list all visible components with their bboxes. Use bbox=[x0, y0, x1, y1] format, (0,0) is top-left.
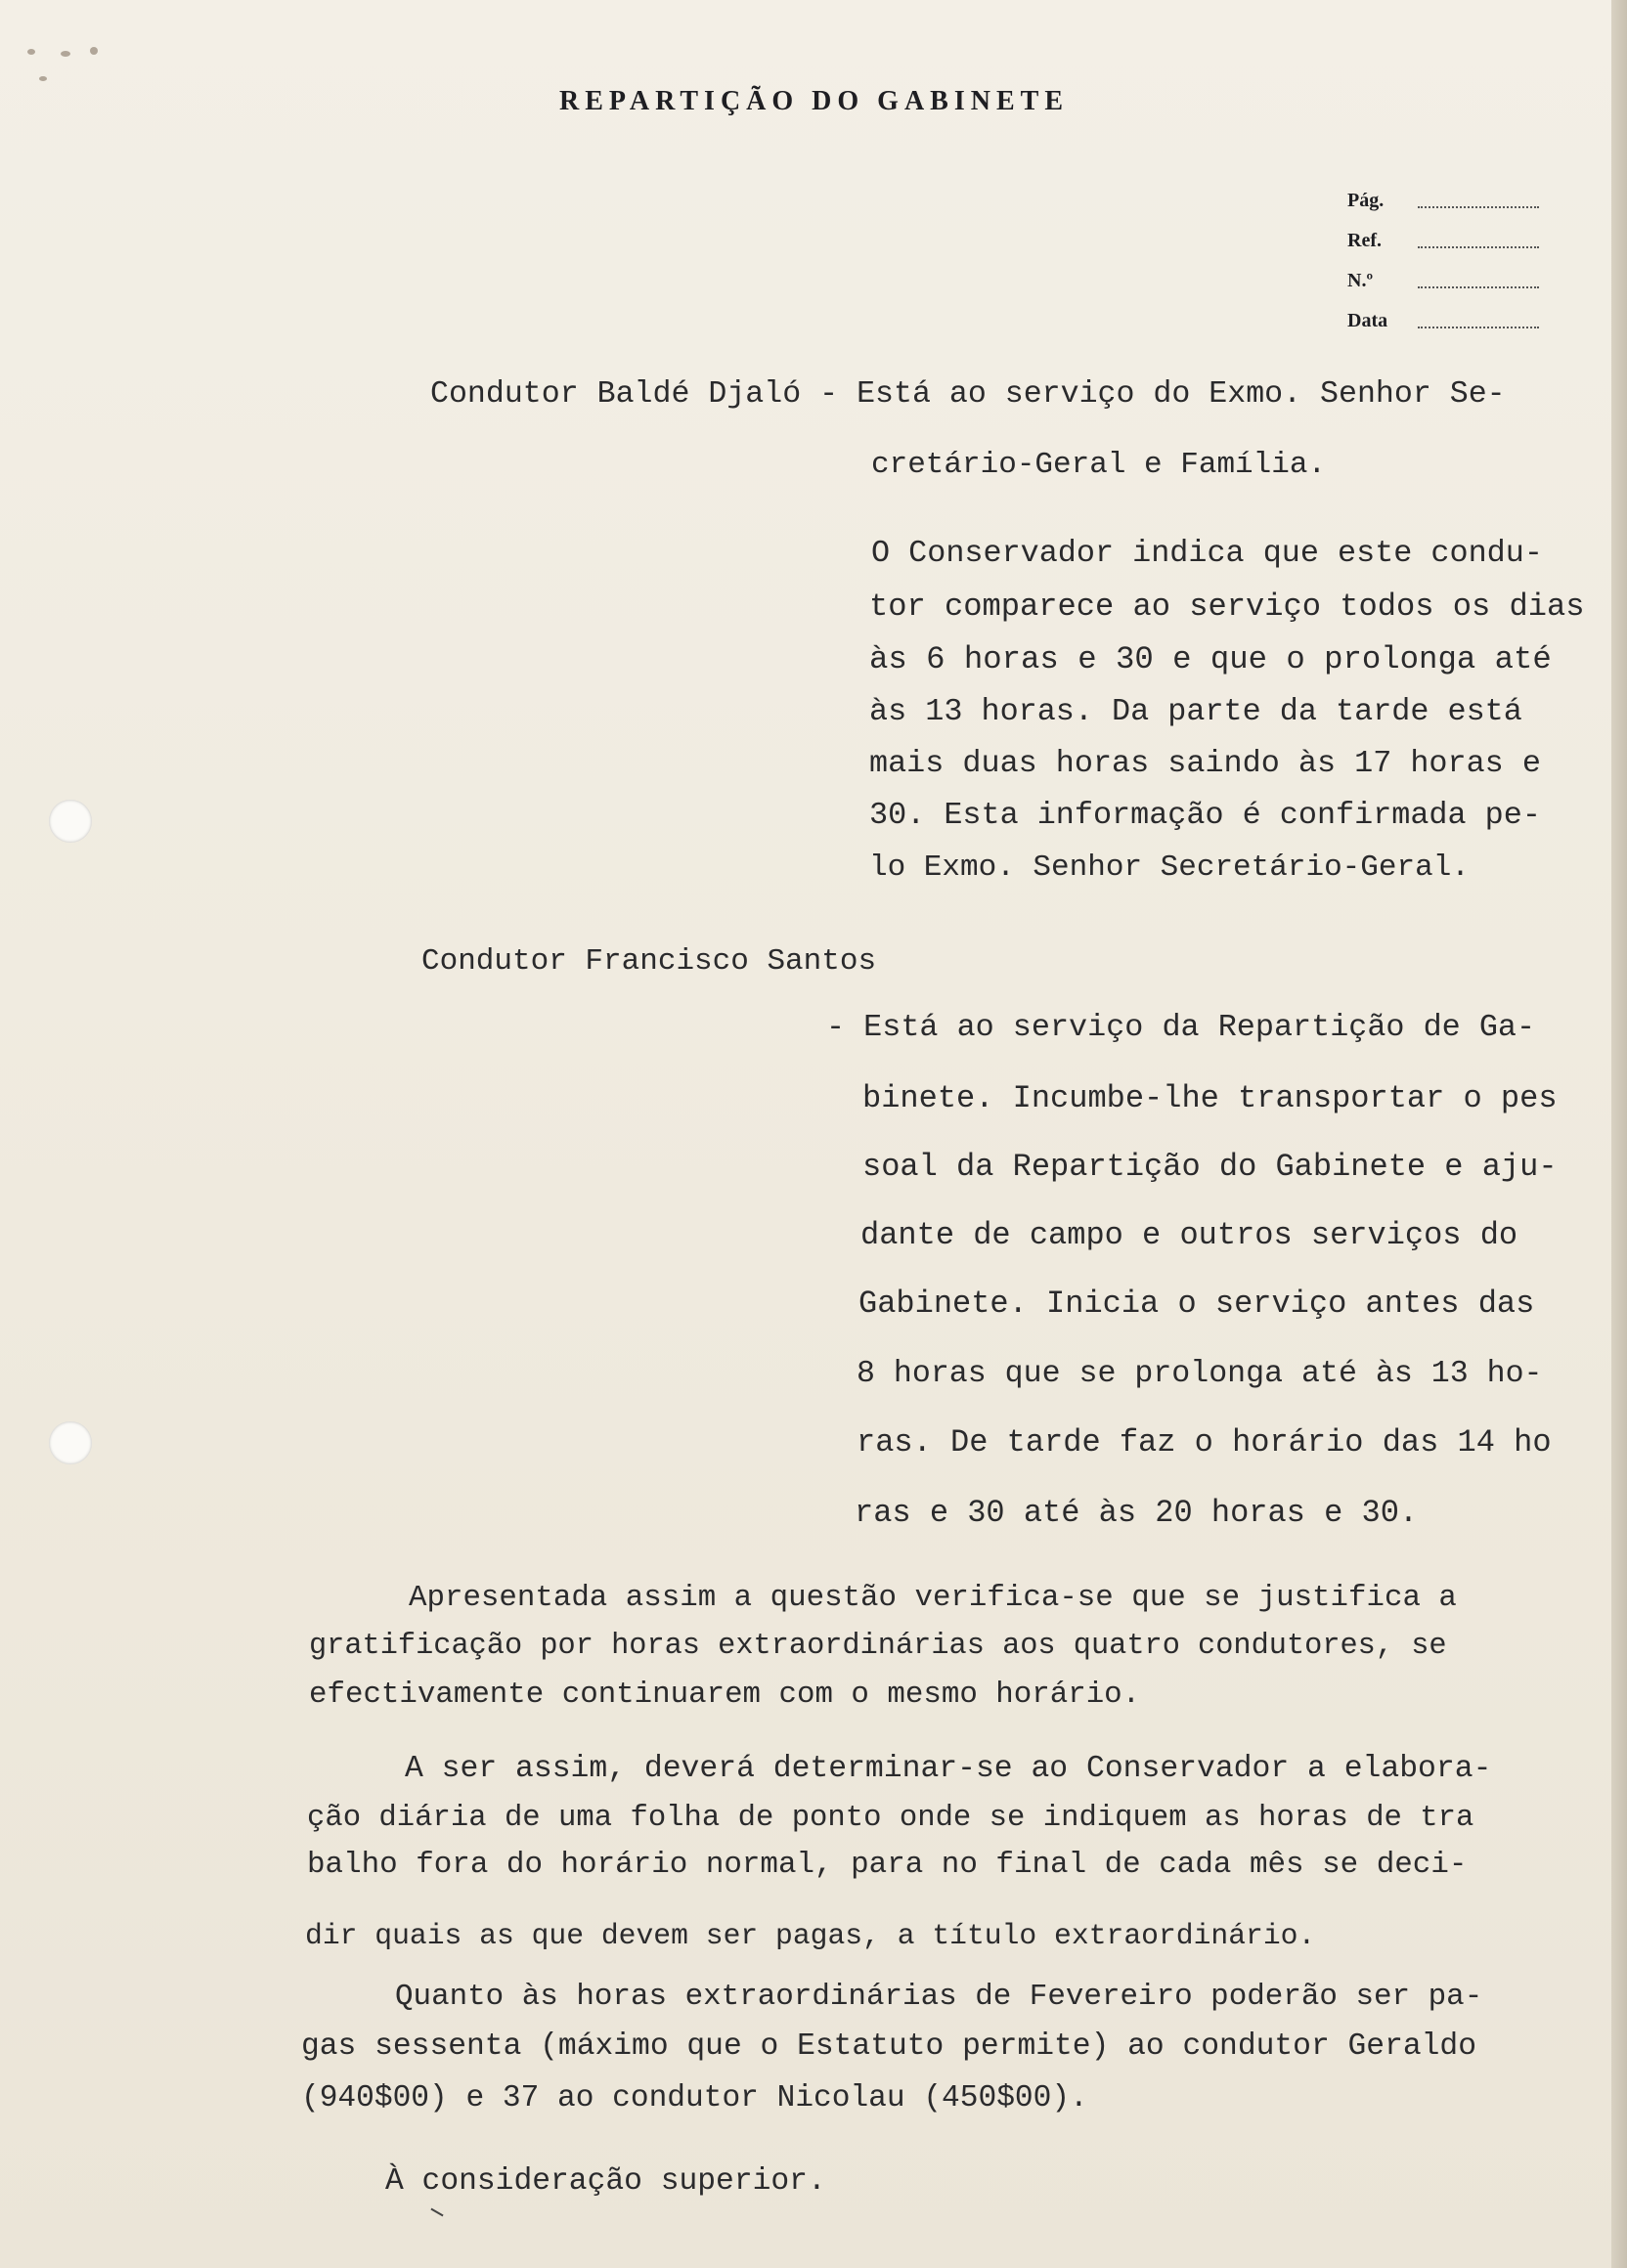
stain-mark bbox=[90, 47, 98, 55]
text-line: balho fora do horário normal, para no final de cada mês se deci- bbox=[307, 1848, 1468, 1882]
text-line: às 6 horas e 30 e que o prolonga até bbox=[869, 641, 1552, 677]
document-heading: REPARTIÇÃO DO GABINETE bbox=[559, 86, 1069, 116]
ref-row-page bbox=[1347, 172, 1539, 212]
text-line: Apresentada assim a questão verifica-se que se justifica a bbox=[409, 1581, 1457, 1615]
text-line: (940$00) e 37 ao condutor Nicolau (450$00). bbox=[301, 2081, 1088, 2115]
punch-hole-bottom bbox=[49, 1421, 92, 1464]
text-line: soal da Repartição do Gabinete e aju- bbox=[862, 1149, 1558, 1185]
stain-mark bbox=[39, 76, 47, 81]
text-line: ras. De tarde faz o horário das 14 ho bbox=[857, 1424, 1552, 1461]
ref-row-date bbox=[1347, 292, 1539, 332]
paper-edge bbox=[1611, 0, 1627, 2268]
text-line: mais duas horas saindo às 17 horas e bbox=[869, 746, 1541, 781]
text-line: cretário-Geral e Família. bbox=[871, 448, 1327, 482]
ref-label-ref: Ref. bbox=[1347, 230, 1382, 251]
text-line: lo Exmo. Senhor Secretário-Geral. bbox=[869, 850, 1470, 885]
text-line: 8 horas que se prolonga até às 13 ho- bbox=[857, 1357, 1543, 1391]
text-line: efectivamente continuarem com o mesmo horário. bbox=[309, 1678, 1141, 1712]
text-line: dante de campo e outros serviços do bbox=[860, 1217, 1518, 1253]
ref-blank-line bbox=[1418, 271, 1539, 288]
text-line: - Está ao serviço da Repartição de Ga- bbox=[826, 1010, 1536, 1045]
ref-label-number: N.º bbox=[1347, 270, 1374, 291]
text-line: binete. Incumbe-lhe transportar o pes bbox=[862, 1080, 1558, 1116]
text-line: A ser assim, deverá determinar-se ao Conservador a elabora- bbox=[405, 1752, 1492, 1786]
text-line: Condutor Baldé Djaló - Está ao serviço do Exmo. Senhor Se- bbox=[430, 377, 1506, 412]
text-line: ção diária de uma folha de ponto onde se indiquem as horas de tra bbox=[307, 1802, 1474, 1835]
text-line: 30. Esta informação é confirmada pe- bbox=[869, 798, 1541, 833]
ref-row-ref bbox=[1347, 212, 1539, 252]
text-line: às 13 horas. Da parte da tarde está bbox=[869, 694, 1522, 729]
ref-label-page: Pág. bbox=[1347, 190, 1385, 211]
ref-blank-line bbox=[1418, 311, 1539, 328]
punch-hole-top bbox=[49, 800, 92, 843]
stain-mark bbox=[61, 51, 70, 57]
text-line: Gabinete. Inicia o serviço antes das bbox=[858, 1286, 1535, 1322]
text-line: O Conservador indica que este condu- bbox=[871, 536, 1543, 571]
text-line: gratificação por horas extraordinárias aos quatro condutores, se bbox=[309, 1630, 1447, 1663]
text-line: À consideração superior. bbox=[385, 2164, 826, 2199]
ref-label-date: Data bbox=[1347, 310, 1388, 331]
text-line: dir quais as que devem ser pagas, a título extraordinário. bbox=[305, 1919, 1316, 1952]
reference-fields bbox=[1347, 172, 1539, 332]
text-line: tor comparece ao serviço todos os dias bbox=[869, 589, 1585, 625]
ref-blank-line bbox=[1418, 191, 1539, 208]
text-line: gas sessenta (máximo que o Estatuto permite) ao condutor Geraldo bbox=[301, 2029, 1476, 2064]
text-line: Quanto às horas extraordinárias de Fevereiro poderão ser pa- bbox=[395, 1980, 1483, 2014]
text-line: ras e 30 até às 20 horas e 30. bbox=[855, 1495, 1419, 1531]
ref-row-number bbox=[1347, 252, 1539, 292]
text-line: Condutor Francisco Santos bbox=[421, 944, 877, 979]
ref-blank-line bbox=[1418, 231, 1539, 248]
stain-mark bbox=[27, 49, 35, 55]
